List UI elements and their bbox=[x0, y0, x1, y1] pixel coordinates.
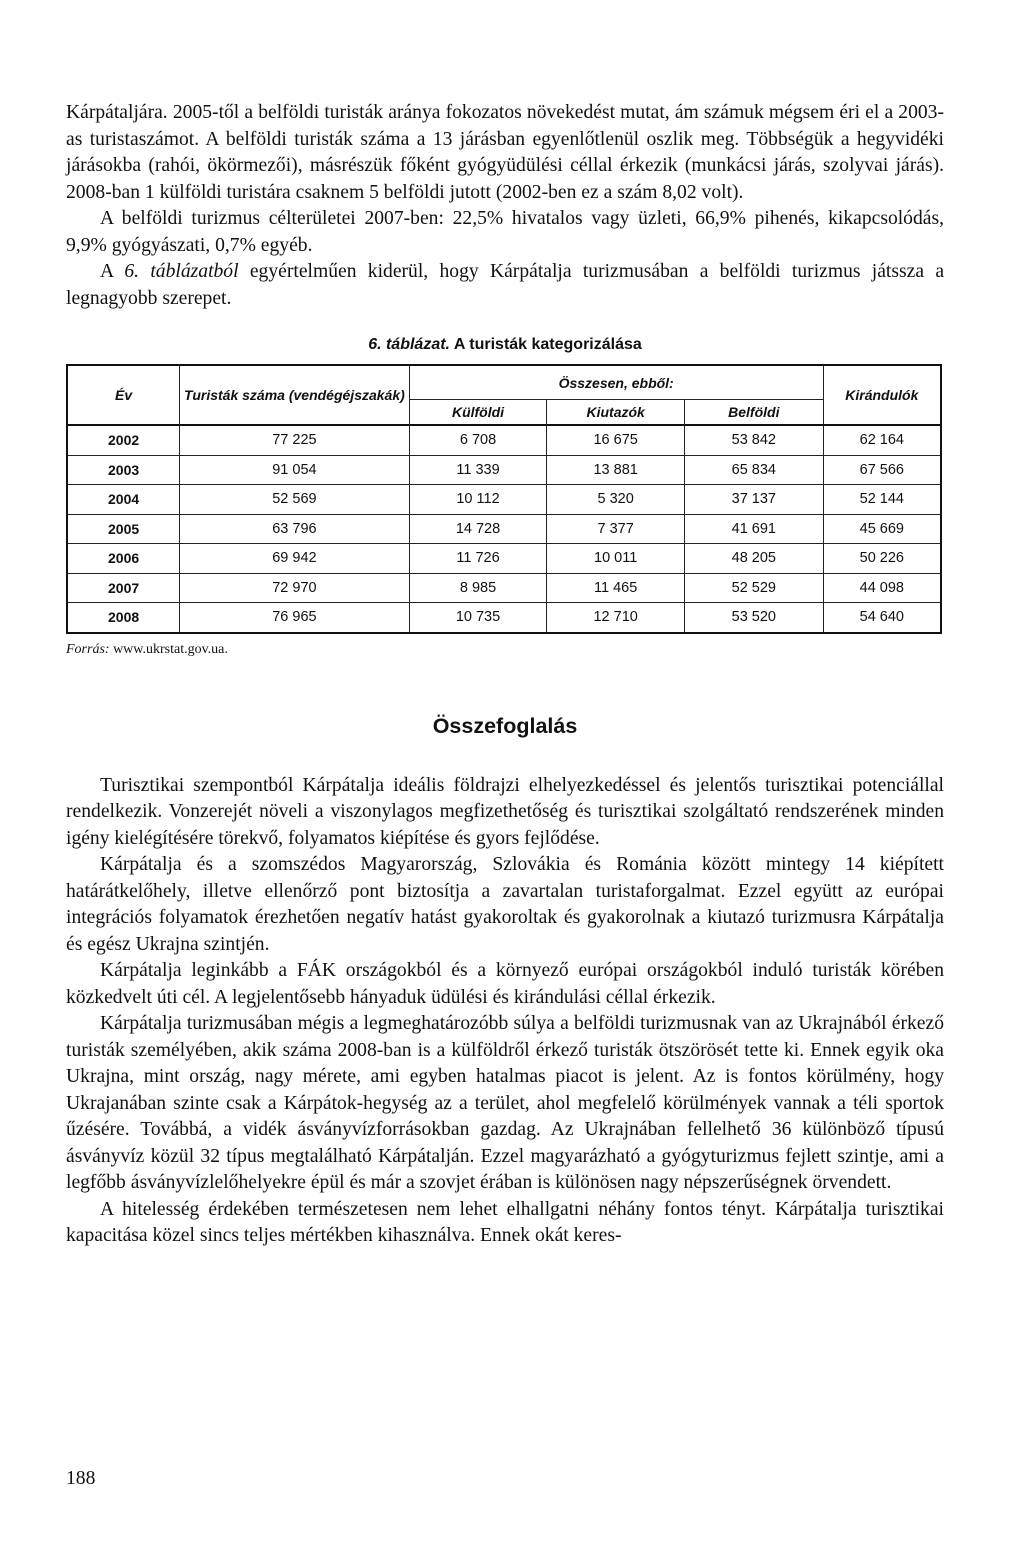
cell-outbound: 7 377 bbox=[547, 514, 685, 544]
cell-year: 2006 bbox=[67, 544, 180, 574]
page-number: 188 bbox=[66, 1468, 96, 1489]
cell-foreign: 14 728 bbox=[409, 514, 547, 544]
summary-paragraph-4: Kárpátalja turizmusában mégis a legmeghatározóbb súlya a belföldi turizmusnak van az Ukrajnából érkező turisták személyében, akik száma 2008-ban is a külföldről érkező turisták ötszörösét tette ki. Ennek egyik oka Ukrajna, mint ország, nagy mérete, ami egyben hatalmas piacot is jelent. Az is fontos körülmény, hogy Ukrajanában szinte csak a Kárpátok-hegység az a terület, ahol megfelelő körülmények vannak a téli sportok űzésére. Továbbá, a vidék ásványvízforrásokban gazdag. Az Ukrajnában fellelhető 36 különböző típusú ásványvíz közül 32 típus megtalálható Kárpátalján. Ezzel magyarázható a gyógyturizmus fejlett szintje, ami a legfőbb ásványvízlelőhelyekre épül és már a szovjet érában is különösen nagy népszerűségnek örvendett. bbox=[66, 1013, 944, 1193]
cell-excursionists: 50 226 bbox=[823, 544, 941, 574]
cell-excursionists: 54 640 bbox=[823, 603, 941, 633]
table-source bbox=[66, 642, 944, 658]
cell-domestic: 41 691 bbox=[685, 514, 824, 544]
cell-year: 2004 bbox=[67, 485, 180, 515]
table-row bbox=[67, 573, 941, 603]
summary-paragraph-2: Kárpátalja és a szomszédos Magyarország, Szlovákia és Románia között mintegy 14 kiépített határátkelőhely, illetve ellenőrző pont biztosítja a zavartalan turistaforgalmat. Ezzel együtt az európai integrációs folyamatok érezhetően negatív hatást gyakoroltak és gyakorolnak a kiutazó turizmusra Kárpátalja és egész Ukrajna szintjén. bbox=[66, 854, 944, 955]
table-row bbox=[67, 544, 941, 574]
cell-outbound: 13 881 bbox=[547, 455, 685, 485]
cell-foreign: 8 985 bbox=[409, 573, 547, 603]
cell-tourists: 91 054 bbox=[180, 455, 410, 485]
cell-tourists: 52 569 bbox=[180, 485, 410, 515]
summary-paragraph-5: A hitelesség érdekében természetesen nem lehet elhallgatni néhány fontos tényt. Kárpátalja turisztikai kapacitása közel sincs teljes mértékben kihasználva. Ennek okát keres- bbox=[66, 1198, 944, 1246]
cell-tourists: 69 942 bbox=[180, 544, 410, 574]
cell-domestic: 65 834 bbox=[685, 455, 824, 485]
header-tourists: Turisták száma (vendégéjszakák) bbox=[180, 365, 410, 425]
cell-foreign: 10 735 bbox=[409, 603, 547, 633]
header-year: Év bbox=[67, 365, 180, 425]
summary-paragraph-1: Turisztikai szempontból Kárpátalja ideális földrajzi elhelyezkedéssel és jelentős turisztikai potenciállal rendelkezik. Vonzerejét növeli a viszonylagos megfizethetőség és turisztikai szolgáltató rendszerének minden igény kielégítésére törekvő, folyamatos kiépítése és gyors fejlődése. bbox=[66, 774, 944, 849]
table-row bbox=[67, 485, 941, 515]
cell-excursionists: 45 669 bbox=[823, 514, 941, 544]
table-caption-number: 6. táblázat. bbox=[368, 336, 450, 353]
header-outbound: Kiutazók bbox=[547, 400, 685, 426]
cell-foreign: 10 112 bbox=[409, 485, 547, 515]
table-caption bbox=[66, 336, 944, 354]
header-foreign: Külföldi bbox=[409, 400, 547, 426]
header-excursionists: Kirándulók bbox=[823, 365, 941, 425]
cell-domestic: 53 520 bbox=[685, 603, 824, 633]
summary-paragraph-3: Kárpátalja leginkább a FÁK országokból és a környező európai országokból induló turisták körében közkedvelt úti cél. A legjelentősebb hányaduk üdülési és kirándulási céllal érkezik. bbox=[66, 960, 944, 1008]
cell-outbound: 5 320 bbox=[547, 485, 685, 515]
body-paragraph-1: Kárpátaljára. 2005-től a belföldi turisták aránya fokozatos növekedést mutat, ám számuk mégsem éri el a 2003-as turistaszámot. A belföldi turisták száma a 13 járásban egyenlőtlenül oszlik meg. Többségük a hegyvidéki járásokba (rahói, ökörmezői), másrészük főként gyógyüdülési céllal érkezik (munkácsi járás, szolyvai járás). 2008-ban 1 külföldi turistára csaknem 5 belföldi jutott (2002-ben ez a szám 8,02 volt). bbox=[66, 102, 944, 203]
body-paragraph-3 bbox=[66, 259, 944, 312]
para3-prefix: A bbox=[100, 261, 125, 282]
cell-outbound: 12 710 bbox=[547, 603, 685, 633]
section-title: Összefoglalás bbox=[432, 713, 578, 738]
cell-outbound: 10 011 bbox=[547, 544, 685, 574]
cell-year: 2005 bbox=[67, 514, 180, 544]
cell-year: 2007 bbox=[67, 573, 180, 603]
table-reference: 6. táblázatból bbox=[124, 261, 239, 282]
cell-excursionists: 52 144 bbox=[823, 485, 941, 515]
cell-foreign: 6 708 bbox=[409, 425, 547, 455]
cell-tourists: 72 970 bbox=[180, 573, 410, 603]
cell-domestic: 52 529 bbox=[685, 573, 824, 603]
source-label: Forrás: bbox=[66, 641, 110, 657]
cell-year: 2003 bbox=[67, 455, 180, 485]
cell-outbound: 11 465 bbox=[547, 573, 685, 603]
cell-excursionists: 62 164 bbox=[823, 425, 941, 455]
tourist-category-table bbox=[66, 364, 942, 634]
cell-foreign: 11 726 bbox=[409, 544, 547, 574]
cell-year: 2002 bbox=[67, 425, 180, 455]
cell-excursionists: 44 098 bbox=[823, 573, 941, 603]
table-row bbox=[67, 603, 941, 633]
cell-foreign: 11 339 bbox=[409, 455, 547, 485]
cell-excursionists: 67 566 bbox=[823, 455, 941, 485]
cell-outbound: 16 675 bbox=[547, 425, 685, 455]
cell-domestic: 53 842 bbox=[685, 425, 824, 455]
table-row bbox=[67, 455, 941, 485]
table-row bbox=[67, 514, 941, 544]
cell-year: 2008 bbox=[67, 603, 180, 633]
cell-tourists: 63 796 bbox=[180, 514, 410, 544]
page-body bbox=[66, 100, 944, 1250]
para3-suffix: egyértelműen kiderül, hogy Kárpátalja turizmusában a belföldi turizmus játssza a legnagyobb szerepet. bbox=[66, 261, 945, 309]
body-paragraph-2: A belföldi turizmus célterületei 2007-ben: 22,5% hivatalos vagy üzleti, 66,9% pihenés, kikapcsolódás, 9,9% gyógyászati, 0,7% egyéb. bbox=[66, 208, 944, 256]
table-caption-title: A turisták kategorizálása bbox=[453, 336, 642, 353]
cell-domestic: 37 137 bbox=[685, 485, 824, 515]
cell-domestic: 48 205 bbox=[685, 544, 824, 574]
cell-tourists: 77 225 bbox=[180, 425, 410, 455]
header-domestic: Belföldi bbox=[685, 400, 824, 426]
source-url: www.ukrstat.gov.ua. bbox=[113, 641, 228, 657]
header-total-group: Összesen, ebből: bbox=[409, 365, 823, 400]
cell-tourists: 76 965 bbox=[180, 603, 410, 633]
table-row bbox=[67, 425, 941, 455]
